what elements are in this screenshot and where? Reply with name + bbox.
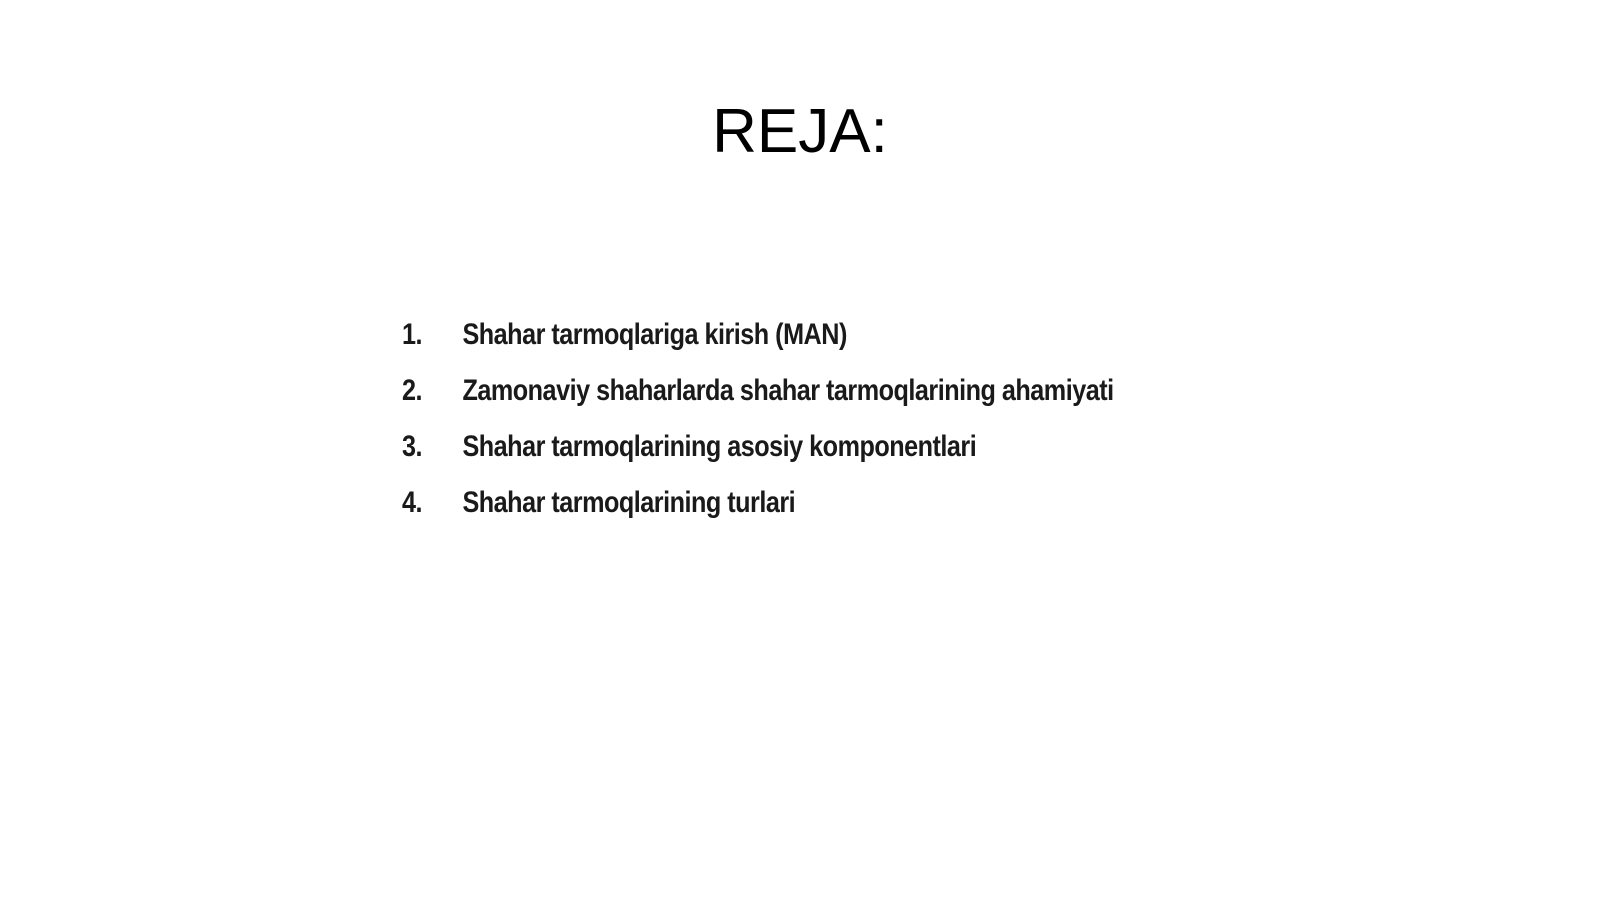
list-item-number: 2. — [402, 374, 423, 407]
list-item — [402, 374, 1114, 430]
list-item-number: 4. — [402, 486, 423, 519]
list-item — [402, 318, 1114, 374]
list-item-text: Shahar tarmoqlarining asosiy komponentlari — [462, 430, 977, 463]
list-item-text: Shahar tarmoqlarining turlari — [462, 486, 796, 519]
list-item-text: Zamonaviy shaharlarda shahar tarmoqlarining ahamiyati — [462, 374, 1114, 407]
list-item-text: Shahar tarmoqlariga kirish (MAN) — [462, 318, 847, 351]
list-item-number: 3. — [402, 430, 423, 463]
plan-list — [402, 318, 1249, 542]
list-item-number: 1. — [402, 318, 423, 351]
list-item — [402, 430, 1114, 486]
list-item — [402, 486, 1114, 542]
slide-title: REJA: — [712, 97, 888, 166]
